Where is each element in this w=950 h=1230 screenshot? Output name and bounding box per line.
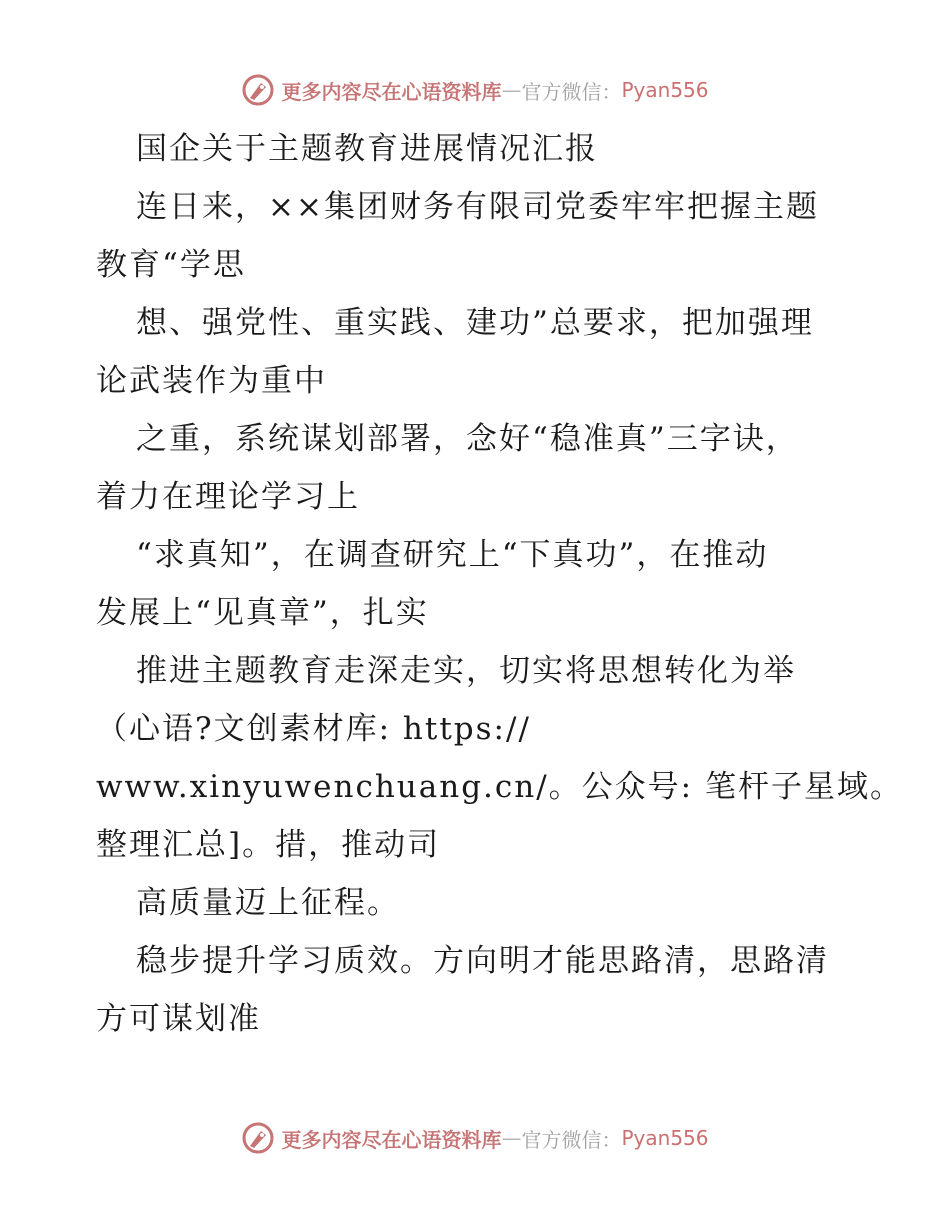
document-body (96, 120, 903, 1048)
header-banner (0, 70, 950, 110)
banner-brand: 更多内容尽在心语资料库 (281, 1127, 502, 1152)
banner-wechat-id: Pyan556 (621, 1126, 709, 1150)
text-line: 想、强党性、重实践、建功”总要求，把加强理 (136, 305, 814, 341)
banner-separator: — (501, 1126, 522, 1150)
banner-wechat-label: 官方微信： (521, 1127, 622, 1152)
text-line: 整理汇总]。措，推动司 (96, 827, 441, 863)
document-title: 国企关于主题教育进展情况汇报 (136, 131, 598, 167)
text-line: 稳步提升学习质效。方向明才能思路清，思路清 (136, 943, 829, 979)
text-line: 之重，系统谋划部署，念好“稳准真”三字诀， (136, 421, 799, 457)
pen-nib-circle-icon (241, 73, 275, 107)
text-line: 教育“学思 (96, 247, 246, 283)
text-line: 推进主题教育走深走实，切实将思想转化为举 (136, 653, 796, 689)
banner-brand: 更多内容尽在心语资料库 (281, 79, 502, 104)
text-line: 论武装作为重中 (96, 363, 327, 399)
text-line: www.xinyuwenchuang.cn/。公众号: 笔杆子星域。 (96, 769, 903, 805)
text-line: （心语?文创素材库: https:// (96, 711, 531, 747)
text-line: 发展上“见真章”，扎实 (96, 595, 429, 631)
text-line: 着力在理论学习上 (96, 479, 360, 515)
text-line: 连日来，××集团财务有限司党委牢牢把握主题 (136, 189, 819, 225)
banner-separator: — (501, 78, 522, 102)
text-line: 方可谋划准 (96, 1001, 261, 1037)
banner-wechat-label: 官方微信： (521, 79, 622, 104)
banner-wechat-id: Pyan556 (621, 78, 709, 102)
text-line: 高质量迈上征程。 (136, 885, 400, 921)
text-line: “求真知”，在调查研究上“下真功”，在推动 (136, 537, 769, 573)
pen-nib-circle-icon (241, 1121, 275, 1155)
footer-banner (0, 1118, 950, 1158)
